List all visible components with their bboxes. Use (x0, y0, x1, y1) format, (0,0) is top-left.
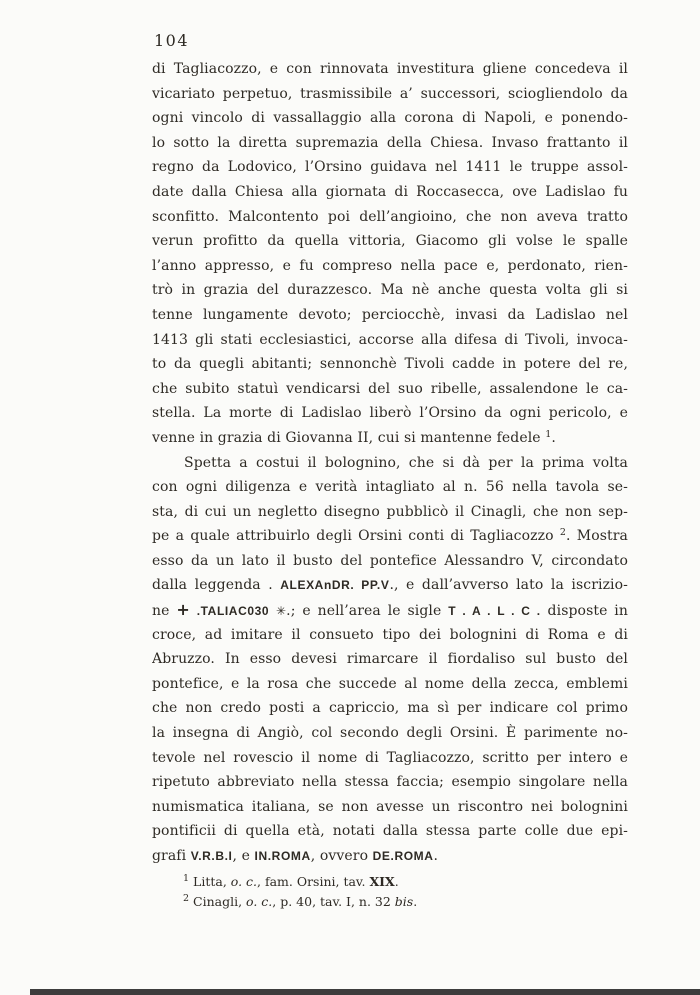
text-run: tenne lungamente devoto; perciocchè, invasi da Ladislao nel (152, 306, 628, 323)
text-run-it: o. c. (230, 874, 257, 889)
text-run: to da quegli abitanti; sennonchè Tivoli cadde in potere del re, (152, 356, 628, 373)
text-line (152, 205, 628, 230)
text-line (152, 524, 628, 549)
text-run-caps: T . A . L . C . (448, 604, 541, 619)
text-run: regno da Lodovico, l’Orsino guidava nel 1411 le truppe assol- (152, 159, 628, 176)
text-line (152, 82, 628, 107)
text-line (152, 401, 628, 426)
text-run: di Tagliacozzo, e con rinnovata investitura gliene concedeva il (152, 61, 628, 77)
text-run: . (551, 429, 556, 446)
text-run-caps: ALEXAnDR. PP.V (280, 578, 390, 593)
text-run-star: ✳ (276, 604, 287, 619)
page-number: 104 (154, 31, 190, 50)
text-run: disposte in (540, 603, 628, 620)
text-run: pe a quale attribuirlo degli Orsini conti di Tagliacozzo (152, 528, 560, 545)
text-run-sup: 2 (559, 527, 567, 539)
text-run: l’anno appresso, e fu compreso nella pace e, perdonato, rien- (152, 257, 628, 274)
text-line (152, 844, 628, 869)
text-run: . Mostra (566, 528, 628, 545)
text-line (152, 721, 628, 746)
text-run: , e (232, 848, 255, 864)
text-run: pontificii di quella età, notati dalla stessa parte colle due epi- (152, 823, 628, 840)
text-line (152, 623, 628, 648)
text-run (269, 603, 276, 619)
text-line (152, 131, 628, 156)
text-run: , ovvero (310, 848, 373, 864)
text-line (152, 672, 628, 697)
text-run: la insegna di Angiò, col secondo degli Orsini. È parimente no- (152, 725, 628, 742)
text-run: ., e dall’avverso lato la iscrizio- (389, 577, 628, 594)
text-run: Cinagli, (189, 894, 247, 909)
text-run: . (413, 894, 418, 909)
text-run: venne in grazia di Giovanna II, cui si mantenne fedele (152, 429, 546, 446)
footnote-line (183, 872, 603, 892)
text-line (152, 377, 628, 402)
text-run: date dalla Chiesa alla giornata di Roccasecca, ove Ladislao fu (152, 183, 628, 200)
text-run-it: o. c. (246, 894, 273, 909)
text-run-sup: 1 (545, 428, 552, 440)
text-run: croce, ad imitare il consueto tipo dei bolognini di Roma e di (152, 626, 628, 643)
text-run-it: bis (394, 894, 414, 909)
text-run: lo sotto la diretta supremazia della Chiesa. Invaso frattanto il (152, 134, 628, 151)
text-run: pontefice, e la rosa che succede al nome della zecca, emblemi (152, 675, 628, 692)
text-line (152, 229, 628, 254)
text-run-caps: V.R.B.I (190, 849, 233, 863)
text-line (152, 819, 628, 844)
body-text-block (152, 57, 628, 869)
text-run: esso da un lato il busto del pontefice Alessandro V, circondato (152, 552, 628, 569)
text-run: che non credo posti a capriccio, ma sì per indicare col primo (152, 700, 628, 717)
text-line (152, 451, 628, 476)
text-run: numismatica italiana, se non avesse un riscontro nei bolognini (152, 798, 628, 815)
text-line (152, 180, 628, 205)
text-run: .; e nell’area le sigle (286, 603, 449, 620)
text-run: , fam. Orsini, tav. (257, 874, 370, 889)
text-run-cross: + (176, 600, 190, 620)
text-line (152, 352, 628, 377)
text-run: con ogni diligenza e verità intagliato al n. 56 nella tavola se- (152, 479, 628, 496)
text-run: che subito statuì vendicarsi del suo ribelle, assalendone le ca- (152, 380, 628, 397)
text-run: ripetuto abbreviato nella stessa faccia; esempio singolare nella (152, 774, 628, 791)
text-line (152, 278, 628, 303)
text-line (152, 426, 628, 451)
text-run-caps: .TALIAC030 (196, 604, 270, 619)
text-run: ogni vincolo di vassallaggio alla corona di Napoli, e ponendo- (152, 110, 628, 127)
text-run: verun profitto da quella vittoria, Giacomo gli volse le spalle (152, 233, 628, 250)
text-run: Litta, (189, 874, 231, 889)
text-run: ne (152, 603, 177, 620)
text-line (152, 57, 628, 82)
text-line (152, 549, 628, 574)
text-run: Spetta a costui il bolognino, che si dà per la prima volta (184, 454, 628, 471)
text-run-sup: 2 (183, 893, 190, 904)
text-run: sta, di cui un negletto disegno pubblicò il Cinagli, che non sep- (152, 503, 628, 520)
text-run: Abruzzo. In esso devesi rimarcare il fiordaliso sul busto del (152, 651, 628, 668)
text-line (152, 770, 628, 795)
text-line (152, 647, 628, 672)
text-line (152, 254, 628, 279)
text-run: grafi (152, 848, 191, 864)
text-run: . (394, 874, 399, 889)
text-run-sup: 1 (183, 873, 190, 884)
text-line (152, 303, 628, 328)
text-run: . (433, 848, 439, 864)
text-line (152, 598, 628, 623)
text-run: sconfitto. Malcontento poi dell’angioino, che non aveva tratto (152, 208, 628, 225)
text-line (152, 795, 628, 820)
text-run: 1413 gli stati ecclesiastici, accorse alla difesa di Tivoli, invoca- (152, 331, 628, 348)
footnote-line (183, 892, 603, 912)
text-run: tevole nel rovescio il nome di Tagliacozzo, scritto per intero e (152, 749, 628, 766)
text-run-caps: DE.ROMA (372, 849, 434, 863)
footnotes-block (183, 872, 603, 912)
text-run: , p. 40, tav. I, n. 32 (272, 894, 395, 909)
text-line (152, 746, 628, 771)
text-run (190, 603, 197, 619)
text-line (152, 106, 628, 131)
text-run: dalla leggenda . (152, 577, 281, 594)
text-run: stella. La morte di Ladislao liberò l’Orsino da ogni pericolo, e (152, 405, 628, 422)
text-line (152, 500, 628, 525)
scan-edge-bar (30, 989, 700, 995)
text-line (152, 573, 628, 598)
text-line (152, 475, 628, 500)
text-run: vicariato perpetuo, trasmissibile a’ successori, sciogliendolo da (152, 85, 628, 102)
text-line (152, 328, 628, 353)
text-run: trò in grazia del durazzesco. Ma nè anche questa volta gli si (152, 282, 628, 299)
text-run-b: XIX (369, 874, 395, 889)
text-run-caps: IN.ROMA (254, 849, 311, 863)
text-line (152, 155, 628, 180)
text-line (152, 696, 628, 721)
